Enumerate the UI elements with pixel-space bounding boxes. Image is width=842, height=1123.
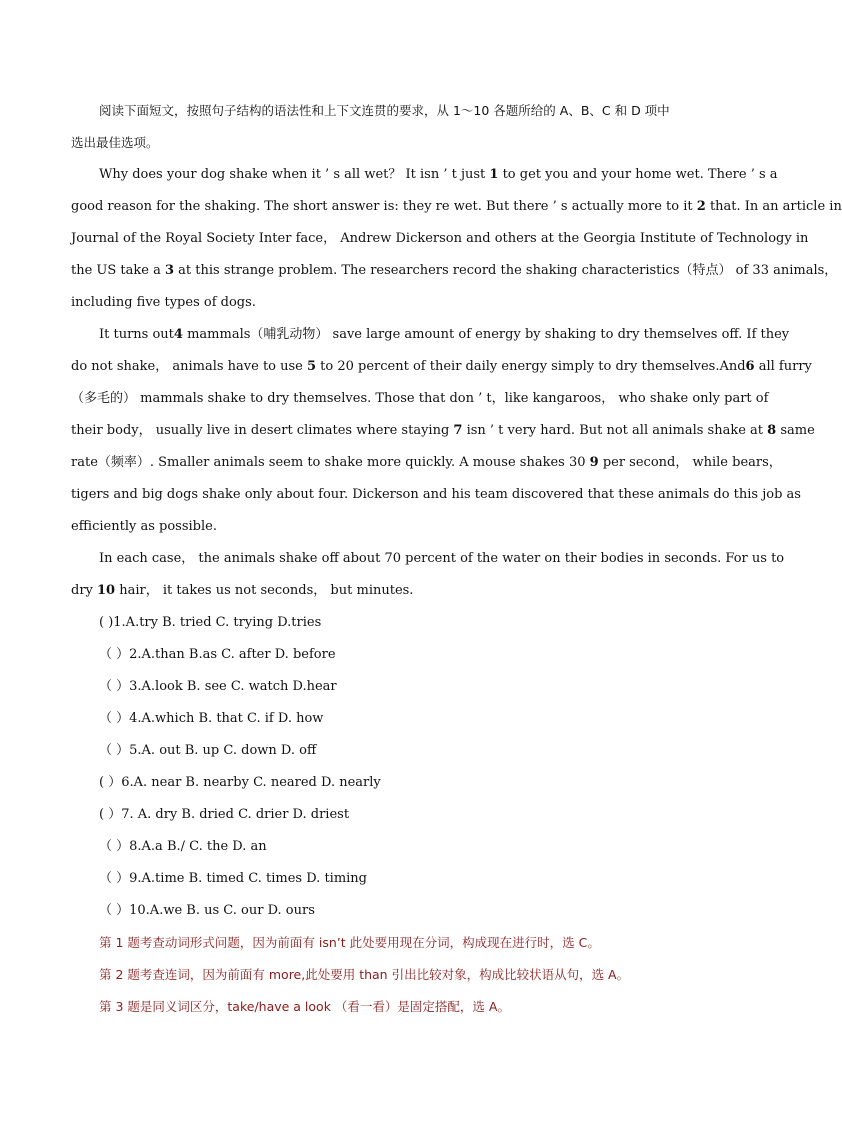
blank-number: 1 bbox=[489, 167, 499, 182]
passage-p1-line-4: the US take a 3 at this strange problem. The researchers record the shaking characteristics（特点） of 33 animals， bbox=[71, 263, 838, 278]
blank-number: 4 bbox=[173, 327, 183, 342]
question-option-8: （ ）8.A.a B./ C. the D. an bbox=[99, 839, 267, 854]
blank-number: 3 bbox=[164, 263, 175, 278]
passage-p1-line-5: including five types of dogs. bbox=[71, 295, 256, 310]
document-page bbox=[71, 95, 842, 1023]
blank-number: 7 bbox=[453, 423, 463, 438]
passage-p2-line-7: efficiently as possible. bbox=[71, 519, 217, 534]
question-option-9: （ ）9.A.time B. timed C. times D. timing bbox=[99, 871, 368, 886]
blank-number: 5 bbox=[307, 359, 317, 374]
passage-p1-line-3: Journal of the Royal Society Inter face， Andrew Dickerson and others at the Georgia Institute of Technology in bbox=[71, 231, 809, 246]
question-option-1: ( )1.A.try B. tried C. trying D.tries bbox=[99, 615, 322, 630]
question-option-4: （ ）4.A.which B. that C. if D. how bbox=[99, 711, 324, 726]
answer-explanation-3: 第 3 题是同义词区分，take/have a look （看一看）是固定搭配，选 A。 bbox=[99, 999, 510, 1014]
instructions-line-2: 选出最佳选项。 bbox=[71, 135, 159, 150]
blank-number: 6 bbox=[745, 359, 755, 374]
passage-p2-line-2: do not shake， animals have to use 5 to 20 percent of their daily energy simply to dry themselves.And6 all furry bbox=[71, 359, 812, 374]
passage-p2-line-3: （多毛的） mammals shake to dry themselves. Those that don ’ t，like kangaroos， who shake only part of bbox=[71, 391, 769, 406]
passage-p3-line-1: In each case， the animals shake off about 70 percent of the water on their bodies in seconds. For us to bbox=[99, 551, 785, 566]
passage-p3-line-2: dry 10 hair， it takes us not seconds， but minutes. bbox=[71, 583, 414, 598]
answer-explanation-1: 第 1 题考查动词形式问题，因为前面有 isn’t 此处要用现在分词，构成现在进行时，选 C。 bbox=[99, 935, 600, 950]
question-option-2: （ ）2.A.than B.as C. after D. before bbox=[99, 647, 336, 662]
passage-p2-line-1: It turns out4 mammals（哺乳动物） save large amount of energy by shaking to dry themselves off. If they bbox=[99, 327, 790, 342]
blank-number: 8 bbox=[767, 423, 777, 438]
passage-p1-line-1: Why does your dog shake when it ’ s all wet？ It isn ’ t just 1 to get you and your home wet. There ’ s a bbox=[99, 167, 778, 182]
answer-explanation-2: 第 2 题考查连词，因为前面有 more,此处要用 than 引出比较对象，构成比较状语从句，选 A。 bbox=[99, 967, 630, 982]
blank-number: 2 bbox=[696, 199, 706, 214]
passage-p1-line-2: good reason for the shaking. The short answer is: they re wet. But there ’ s actually more to it 2 that. In an article in bbox=[71, 199, 842, 214]
passage-p2-line-4: their body， usually live in desert climates where staying 7 isn ’ t very hard. But not all animals shake at 8 same bbox=[71, 423, 815, 438]
question-option-3: （ ）3.A.look B. see C. watch D.hear bbox=[99, 679, 337, 694]
question-option-10: （ ）10.A.we B. us C. our D. ours bbox=[99, 903, 315, 918]
blank-number: 10 bbox=[97, 583, 116, 598]
passage-p2-line-5: rate（频率）. Smaller animals seem to shake more quickly. A mouse shakes 30 9 per second， while bears， bbox=[71, 455, 782, 470]
instructions-line-1: 阅读下面短文，按照句子结构的语法性和上下文连贯的要求，从 1～10 各题所给的 A、B、C 和 D 项中 bbox=[99, 103, 670, 118]
question-option-7: ( ）7. A. dry B. dried C. drier D. driest bbox=[99, 807, 350, 822]
blank-number: 9 bbox=[589, 455, 599, 470]
question-option-5: （ ）5.A. out B. up C. down D. off bbox=[99, 743, 317, 758]
passage-p2-line-6: tigers and big dogs shake only about four. Dickerson and his team discovered that these animals do this job as bbox=[71, 487, 801, 502]
question-option-6: ( ）6.A. near B. nearby C. neared D. nearly bbox=[99, 775, 381, 790]
